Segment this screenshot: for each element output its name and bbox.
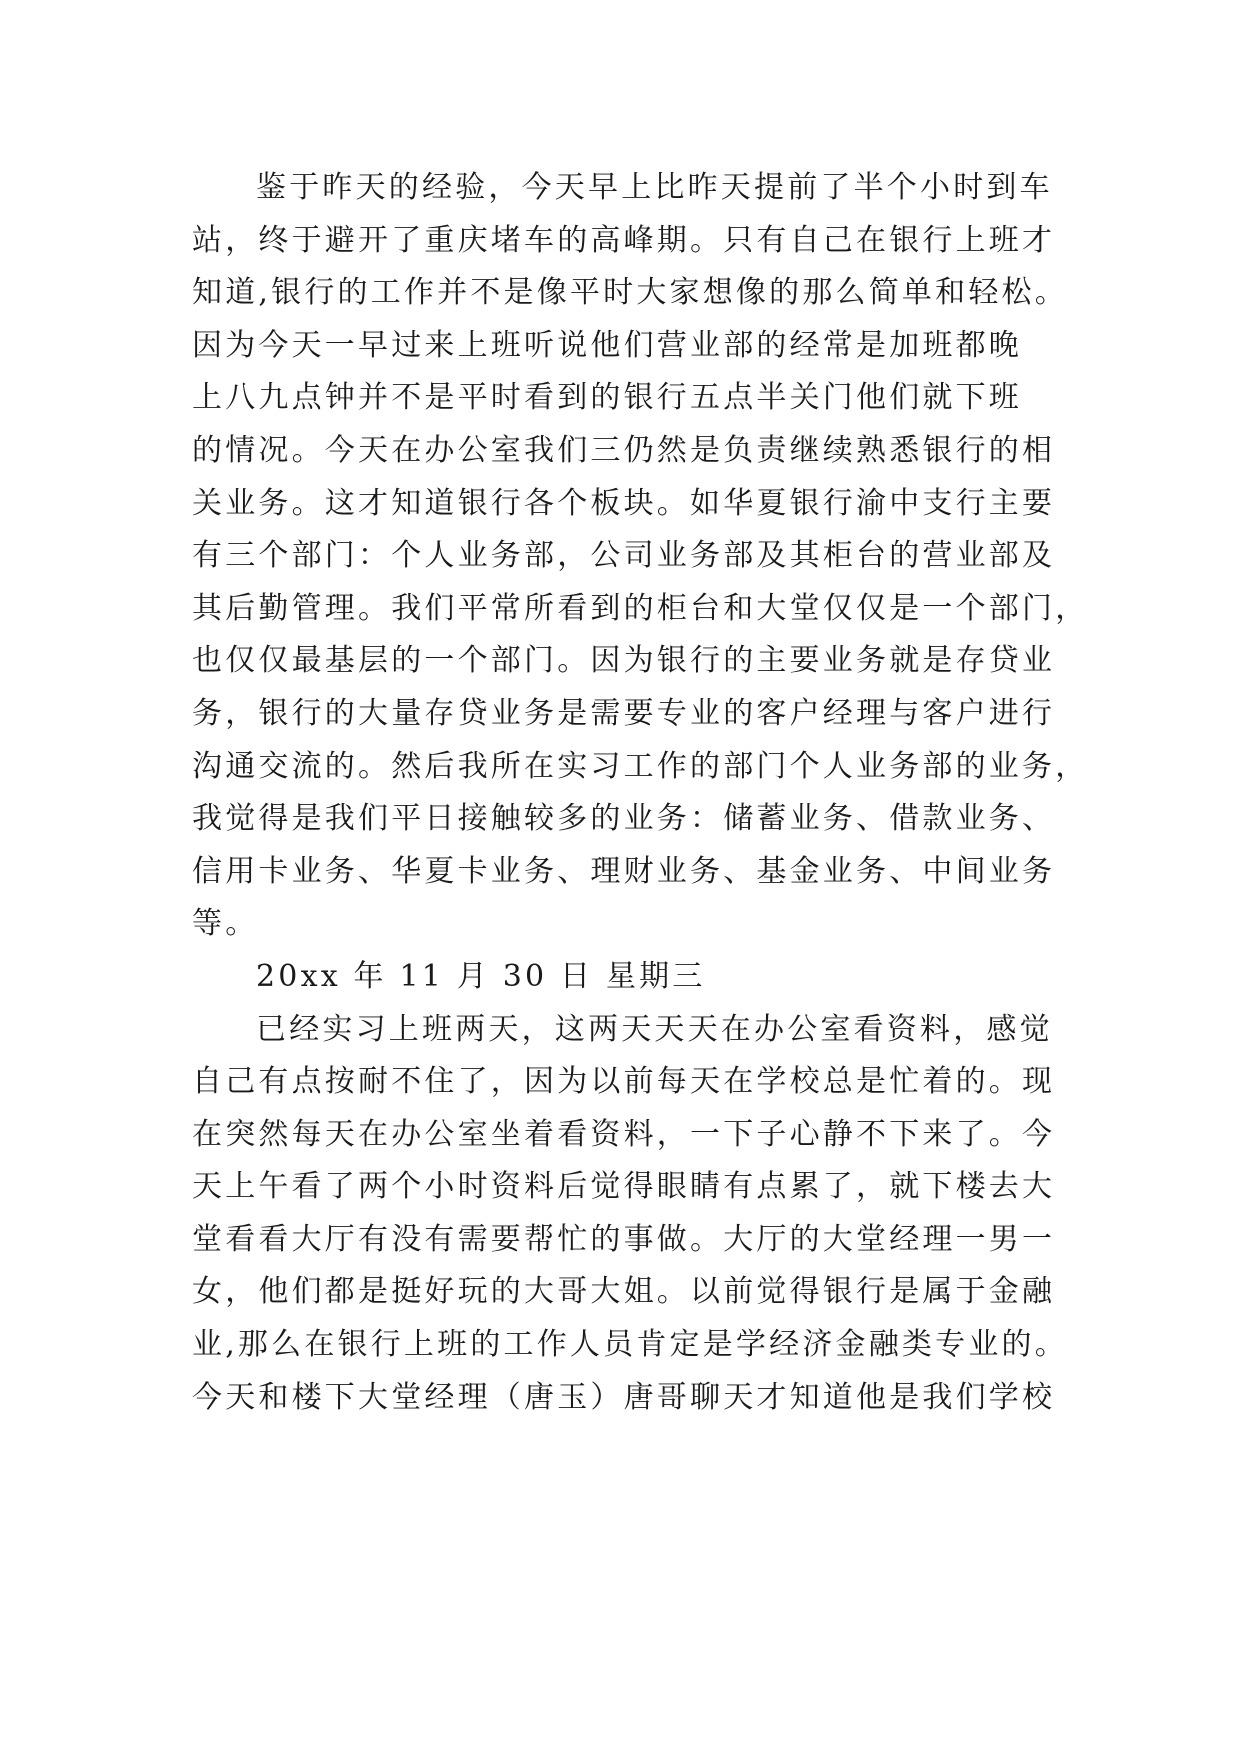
text-line: 女，他们都是挺好玩的大哥大姐。以前觉得银行是属于金融 [192, 1274, 1056, 1310]
text-line: 信用卡业务、华夏卡业务、理财业务、基金业务、中间业务 [192, 853, 1056, 889]
text-line: 业,那么在银行上班的工作人员肯定是学经济金融类专业的。 [192, 1327, 1068, 1363]
text-line: 沟通交流的。然后我所在实习工作的部门个人业务部的业务， [192, 748, 1089, 784]
text-line: 也仅仅最基层的一个部门。因为银行的主要业务就是存贷业 [192, 643, 1056, 679]
document-body [192, 162, 1089, 1424]
text-line: 堂看看大厅有没有需要帮忙的事做。大厅的大堂经理一男一 [192, 1221, 1056, 1257]
text-line: 自己有点按耐不住了，因为以前每天在学校总是忙着的。现 [192, 1064, 1056, 1100]
text-line: 天上午看了两个小时资料后觉得眼睛有点累了，就下楼去大 [192, 1169, 1056, 1205]
text-line: 知道,银行的工作并不是像平时大家想像的那么简单和轻松。 [192, 275, 1068, 311]
text-line: 我觉得是我们平日接触较多的业务：储蓄业务、借款业务、 [192, 801, 1056, 837]
text-line: 鉴于昨天的经验，今天早上比昨天提前了半个小时到车 [256, 170, 1053, 205]
text-line: 在突然每天在办公室坐着看资料，一下子心静不下来了。今 [192, 1116, 1056, 1152]
text-line: 务，银行的大量存贷业务是需要专业的客户经理与客户进行 [192, 695, 1056, 731]
text-line: 已经实习上班两天，这两天天天在办公室看资料，感觉 [256, 1011, 1053, 1047]
text-line: 因为今天一早过来上班听说他们营业部的经常是加班都晚 [192, 327, 1022, 363]
text-line: 关业务。这才知道银行各个板块。如华夏银行渝中支行主要 [192, 485, 1056, 521]
text-line: 20xx 年 11 月 30 日 星期三 [256, 958, 706, 994]
text-line: 今天和楼下大堂经理（唐玉）唐哥聊天才知道他是我们学校 [192, 1379, 1056, 1415]
text-line: 的情况。今天在办公室我们三仍然是负责继续熟悉银行的相 [192, 432, 1056, 468]
text-line: 其后勤管理。我们平常所看到的柜台和大堂仅仅是一个部门， [192, 590, 1089, 626]
text-line: 等。 [192, 906, 259, 942]
text-line: 上八九点钟并不是平时看到的银行五点半关门他们就下班 [192, 380, 1022, 416]
text-line: 有三个部门：个人业务部，公司业务部及其柜台的营业部及 [192, 538, 1056, 574]
text-line: 站，终于避开了重庆堵车的高峰期。只有自己在银行上班才 [192, 222, 1056, 258]
